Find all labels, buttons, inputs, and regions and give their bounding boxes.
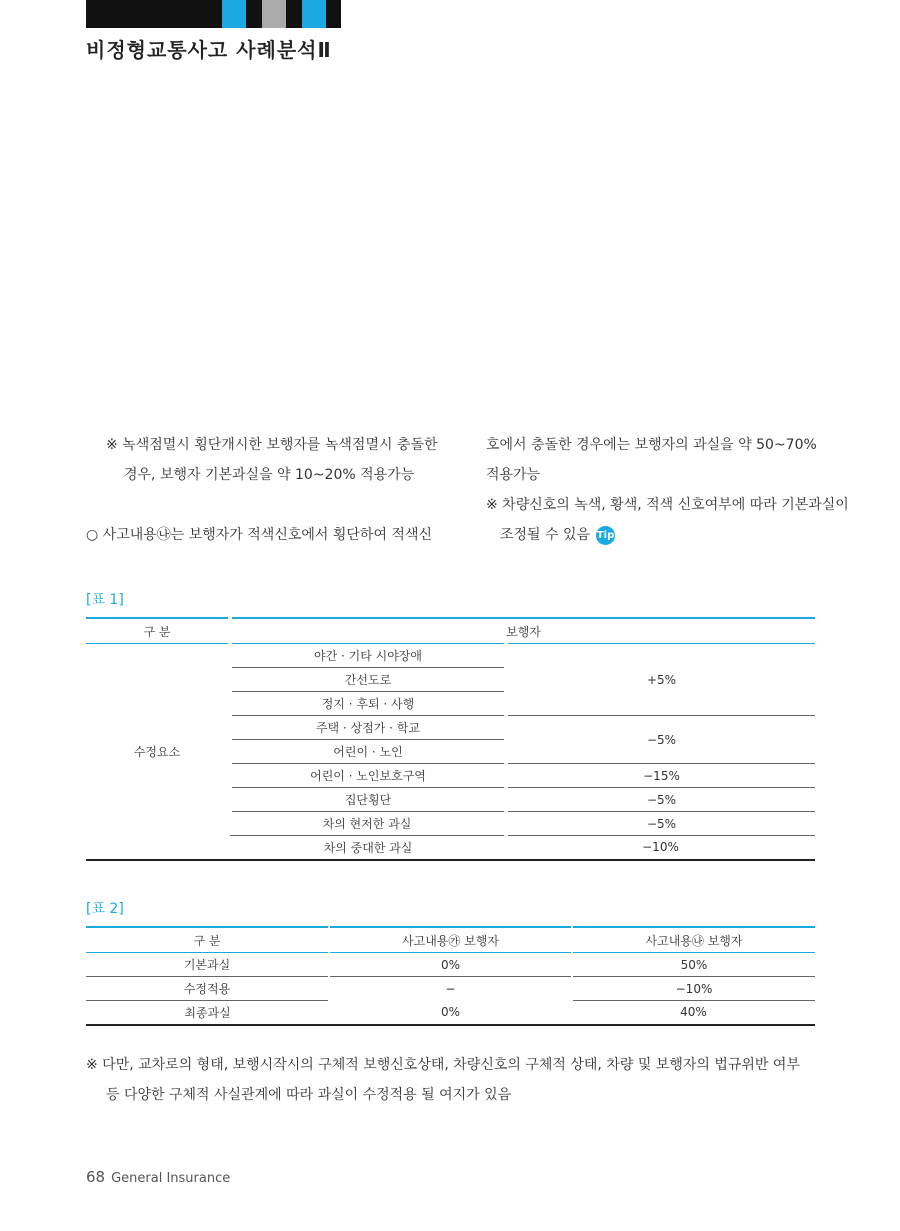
table2-cell: 40% <box>572 1001 815 1025</box>
note-line: ※ 녹색점멸시 횡단개시한 보행자를 녹색점멸시 충돌한 <box>106 437 438 453</box>
bar-segment <box>326 0 341 28</box>
table2 <box>86 926 815 1026</box>
table-row <box>86 953 815 977</box>
table2-row-label: 최종과실 <box>86 1001 329 1025</box>
item-line: 호에서 충돌한 경우에는 보행자의 과실을 약 50~70% <box>486 437 817 453</box>
table1-factor: 주택 · 상점가 · 학교 <box>230 716 506 740</box>
page-number: 68 <box>86 1168 106 1186</box>
table2-cell: 0% <box>329 1001 572 1025</box>
bar-segment <box>246 0 262 28</box>
table2-cell: 0% <box>329 953 572 977</box>
item-line: ○ 사고내용㉯는 보행자가 적색신호에서 횡단하여 적색신 <box>86 527 432 543</box>
table1-factor: 정지 · 후퇴 · 사행 <box>230 692 506 716</box>
bar-segment <box>262 0 286 28</box>
note-line: 경우, 보행자 기본과실을 약 10~20% 적용가능 <box>124 467 415 483</box>
table1-value: −5% <box>506 812 815 836</box>
table1-factor: 어린이 · 노인 <box>230 740 506 764</box>
table1-group-label: 수정요소 <box>86 644 230 860</box>
table1-factor: 어린이 · 노인보호구역 <box>230 764 506 788</box>
page-footer <box>86 1168 230 1186</box>
table1-factor: 차의 현저한 과실 <box>230 812 506 836</box>
bottom-note <box>86 1050 826 1110</box>
bar-segment <box>222 0 246 28</box>
table1-value: −5% <box>506 788 815 812</box>
table1-header-category: 구 분 <box>86 618 230 644</box>
table2-cell: −10% <box>572 977 815 1001</box>
item-line: 적용가능 <box>486 467 541 483</box>
bar-segment <box>302 0 326 28</box>
note-text: 조정될 수 있음 <box>500 527 591 543</box>
table2-header: 구 분 <box>86 927 329 953</box>
table1-factor: 집단횡단 <box>230 788 506 812</box>
right-column <box>486 430 849 550</box>
table2-header: 사고내용㉯ 보행자 <box>572 927 815 953</box>
note-line: 등 다양한 구체적 사실관계에 따라 과실이 수정적용 될 여지가 있음 <box>106 1087 512 1103</box>
table1-value: −10% <box>506 836 815 860</box>
note-line: ※ 차량신호의 녹색, 황색, 적색 신호여부에 따라 기본과실이 <box>486 497 849 513</box>
footer-brand: General Insurance <box>111 1171 231 1186</box>
left-column <box>86 430 438 550</box>
table2-caption: [표 2] <box>86 901 124 917</box>
table2-cell: − <box>329 977 572 1001</box>
table1-caption: [표 1] <box>86 592 124 608</box>
bar-segment <box>286 0 302 28</box>
note-line <box>486 520 849 550</box>
table1-header-pedestrian: 보행자 <box>230 618 815 644</box>
table1-value: −15% <box>506 764 815 788</box>
table2-row-label: 기본과실 <box>86 953 329 977</box>
table1-factor: 차의 중대한 과실 <box>230 836 506 860</box>
section-title: 비정형교통사고 사례분석Ⅱ <box>86 38 332 62</box>
table2-header: 사고내용㉮ 보행자 <box>329 927 572 953</box>
table2-row-label: 수정적용 <box>86 977 329 1001</box>
table1-value: +5% <box>506 644 815 716</box>
table-row <box>86 1001 815 1025</box>
tip-icon: Tip <box>596 526 615 545</box>
table1 <box>86 617 815 861</box>
table1-factor: 야간 · 기타 시야장애 <box>230 644 506 668</box>
table1-factor: 간선도로 <box>230 668 506 692</box>
bar-segment <box>86 0 222 28</box>
table1-value: −5% <box>506 716 815 764</box>
table2-cell: 50% <box>572 953 815 977</box>
header-color-bar <box>86 0 341 28</box>
table-row <box>86 977 815 1001</box>
note-line: ※ 다만, 교차로의 형태, 보행시작시의 구체적 보행신호상태, 차량신호의 구체적 상태, 차량 및 보행자의 법규위반 여부 <box>86 1057 800 1073</box>
